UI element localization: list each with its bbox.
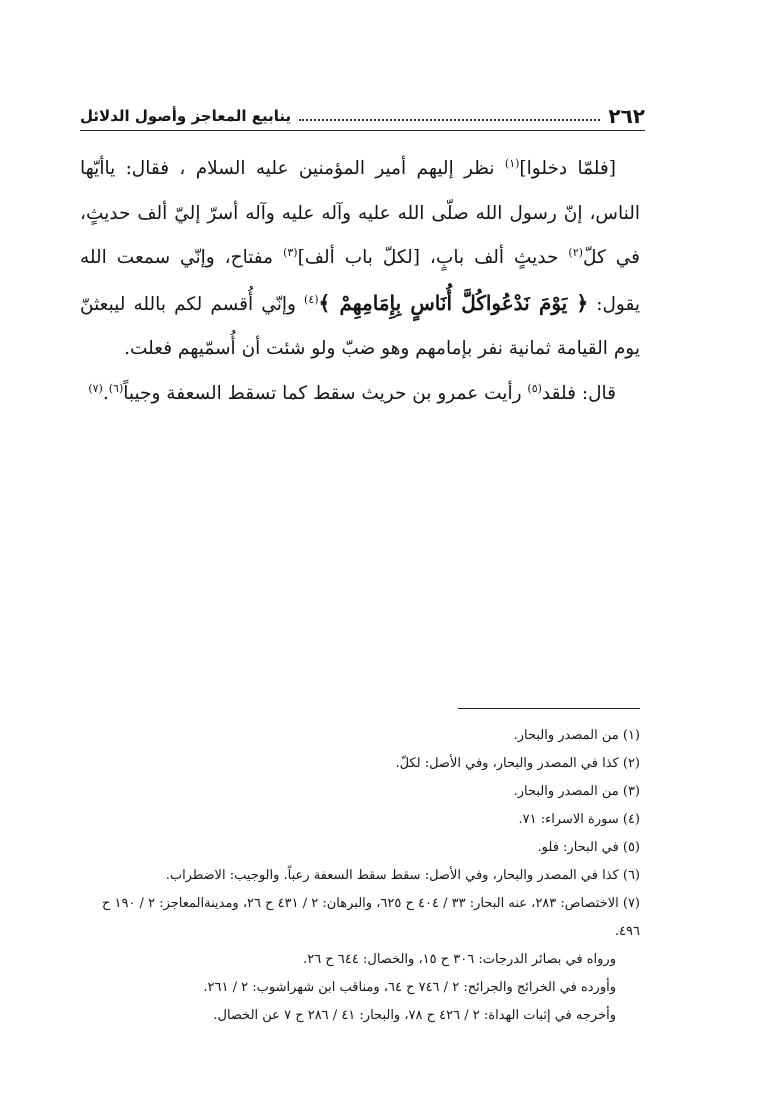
- footnote-7-continuation: وأخرجه في إثبات الهداة: ٢ / ٤٢٦ ح ٧٨، والبحار: ٤١ / ٢٨٦ ح ٧ عن الخصال.: [213, 1008, 616, 1023]
- footnote-7-continuation: ورواه في بصائر الدرجات: ٣٠٦ ح ١٥، والخصال: ٦٤٤ ح ٢٦.: [303, 952, 616, 967]
- footnote-marker-6: (٦): [108, 381, 124, 395]
- footnote-2: (٢) كذا في المصدر والبحار، وفي الأصل: لكلّ.: [395, 756, 640, 771]
- page-header: [80, 96, 645, 131]
- text-segment: رأيت عمرو بن حريث سقط كما تسقط السعفة وجيباً: [123, 382, 528, 404]
- footnote-marker-4: (٤): [304, 292, 319, 306]
- footnote-5: (٥) في البحار: فلو.: [537, 840, 640, 855]
- footnote-marker-1: (١): [504, 156, 520, 170]
- footnote-4: (٤) سورة الاسراء: ٧١.: [518, 812, 640, 827]
- footnote-7: (٧) الاختصاص: ٢٨٣، عنه البحار: ٣٣ / ٤٠٤ ح ٦٢٥، والبرهان: ٢ / ٤٣١ ح ٢٦، ومدينةالمعاجز: ٢ / ١٩٠ ح ٤٩٦.: [101, 896, 640, 939]
- footnote-6: (٦) كذا في المصدر والبحار، وفي الأصل: سقط سقط السعفة رعباً. والوجيب: الاضطراب.: [165, 868, 640, 883]
- running-title: ينابيع المعاجز وأصول الدلائل: [80, 107, 292, 125]
- text-segment: وإنّي أُقسم لكم بالله ليبعثنّ يوم القيامة ثمانية نفر بإمامهم وهو ضبّ ولو شئت أن أُسمّيهم فعلت.: [80, 293, 640, 359]
- text-segment: .: [102, 382, 109, 404]
- paragraph-1: [80, 147, 640, 372]
- dotted-leader: [299, 119, 600, 121]
- quran-verse: ﴿ يَوْمَ نَدْعُواكُلَّ أُنَاسٍ بِإِمَامِهِمْ ﴾: [318, 290, 589, 315]
- footnote-7-continuation: وأورده في الخرائج والجرائح: ٢ / ٧٤٦ ح ٦٤، ومناقب ابن شهراشوب: ٢ / ٢٦١.: [203, 980, 616, 995]
- footnote-marker-5: (٥): [527, 381, 542, 395]
- footnote-3: (٣) من المصدر والبحار.: [513, 784, 640, 799]
- text-segment: مفتاح، وإنّي سمعت الله يقول:: [80, 247, 640, 315]
- footnote-divider: [458, 708, 640, 709]
- page-number: ٢٦٢: [608, 104, 645, 128]
- footnote-marker-2: (٢): [568, 245, 583, 259]
- footnote-1: (١) من المصدر والبحار.: [513, 728, 640, 743]
- main-text: [80, 147, 640, 416]
- footnote-marker-7: (٧): [88, 381, 103, 395]
- text-segment: قال: فلقد: [541, 382, 616, 404]
- text-segment: [فلمّا دخلوا]: [519, 158, 616, 179]
- paragraph-2: [80, 372, 640, 417]
- footnote-marker-3: (٣): [283, 245, 298, 259]
- text-segment: نظر إليهم أمير المؤمنين عليه السلام ، فقال: ياأيّها الناس، إنّ رسول الله صلّى الله عليه وآله عليه وآله أسرّ إليّ ألف حديثٍ، في كلّ: [80, 158, 640, 268]
- footnotes: [88, 722, 640, 1030]
- text-segment: حديثٍ ألف بابٍ، [لكلّ باب ألف]: [297, 247, 569, 268]
